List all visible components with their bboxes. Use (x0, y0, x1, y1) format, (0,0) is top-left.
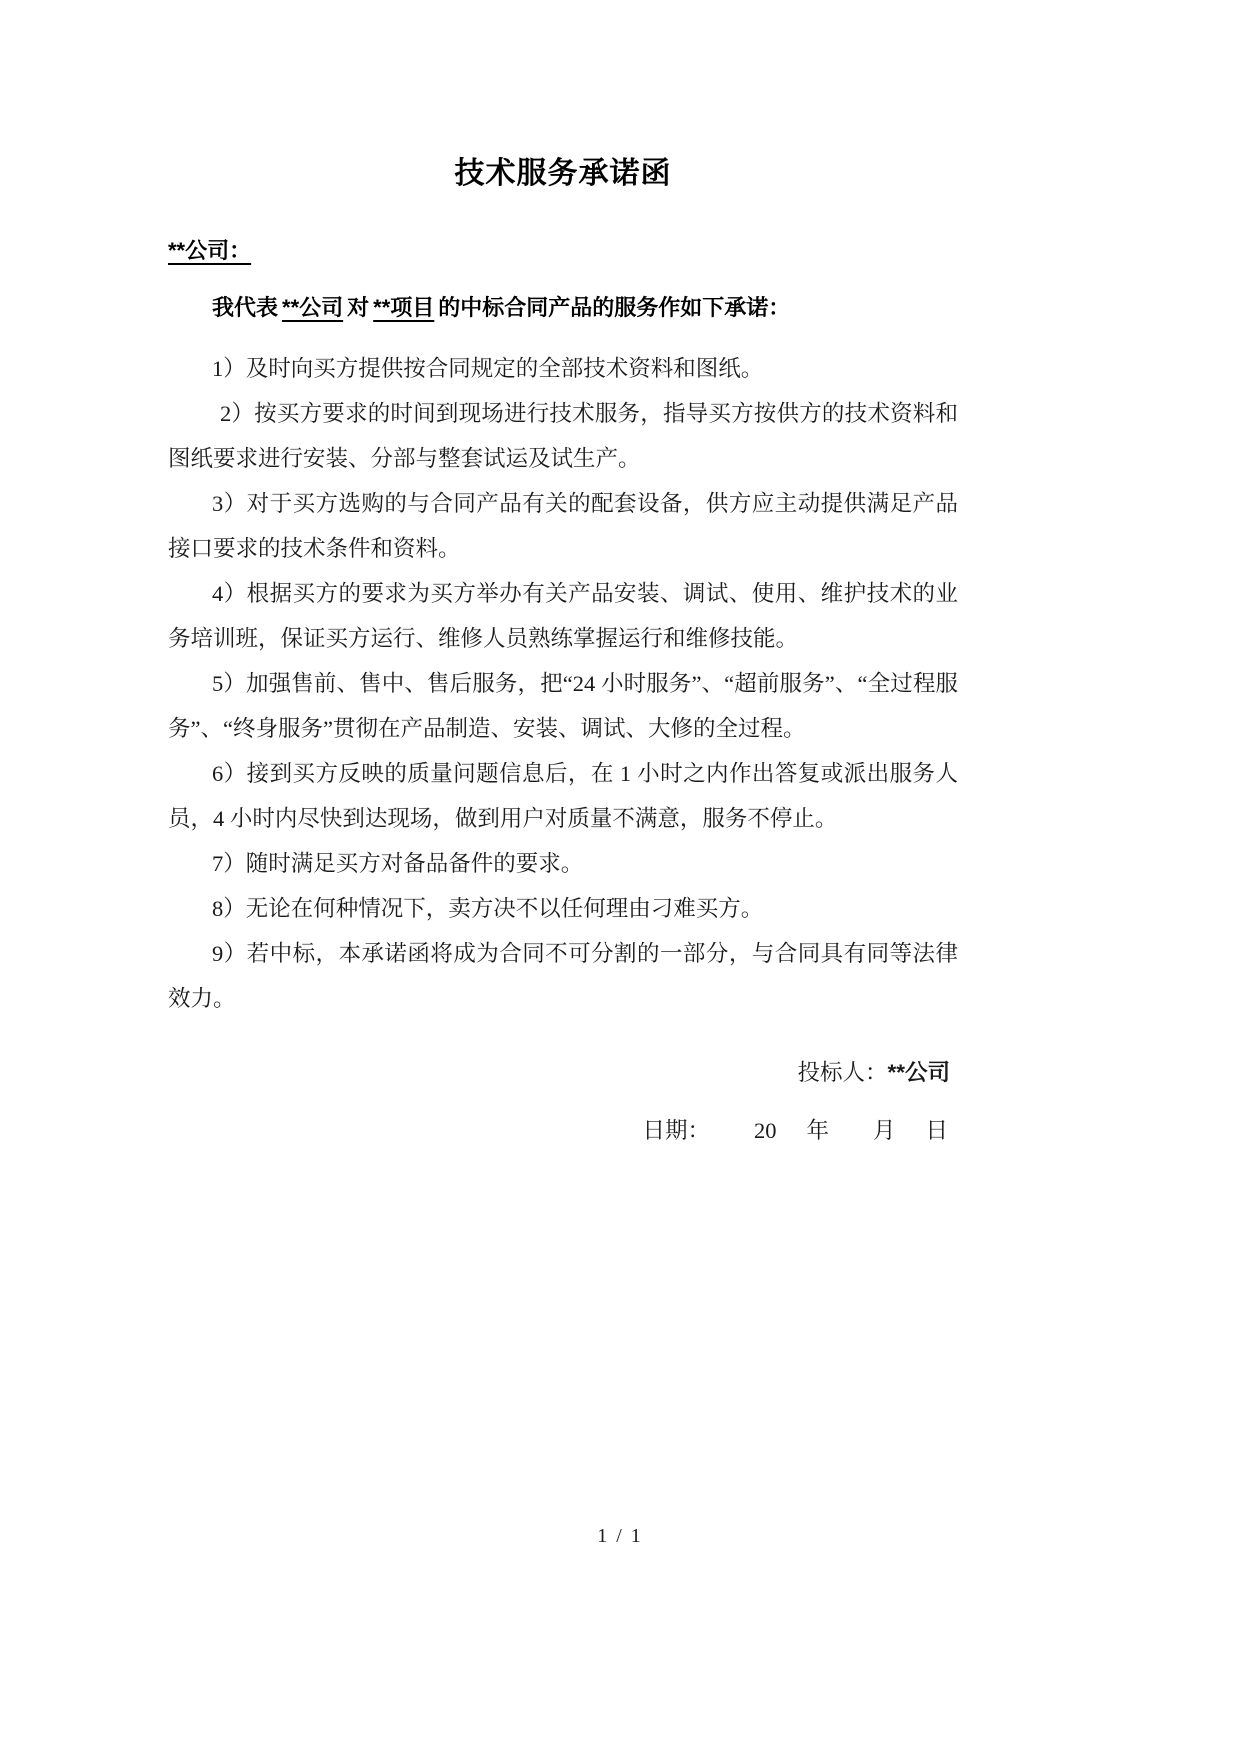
lead-suffix: 的中标合同产品的服务作如下承诺： (438, 295, 791, 320)
page-number-indicator: 1 / 1 (597, 1525, 643, 1547)
date-year-value: 20 (753, 1118, 777, 1143)
clause-2: 2）按买方要求的时间到现场进行技术服务，指导买方按供方的技术资料和图纸要求进行安装、分部与整套试运及试生产。 (168, 401, 958, 471)
date-year-unit: 年 (806, 1118, 829, 1143)
clause-5: 5）加强售前、售中、售后服务，把“24 小时服务”、“超前服务”、“全过程服务”、“终身服务”贯彻在产品制造、安装、调试、大修的全过程。 (168, 671, 958, 741)
signature-label: 投标人： (797, 1060, 888, 1085)
signature-company-name: **公司 (887, 1060, 950, 1085)
clause-9: 9）若中标，本承诺函将成为合同不可分割的一部分，与合同具有同等法律效力。 (168, 941, 958, 1011)
clause-6: 6）接到买方反映的质量问题信息后，在 1 小时之内作出答复或派出服务人员，4 小时内尽快到达现场，做到用户对质量不满意，服务不停止。 (168, 761, 958, 831)
project-blank-field: **项目 (373, 295, 435, 320)
page-footer (0, 1483, 1240, 1753)
date-day-unit: 日 (925, 1118, 948, 1143)
document-body (168, 0, 958, 1145)
signature-line (168, 1055, 958, 1087)
date-label: 日期： (642, 1118, 710, 1143)
addressee-line (168, 234, 958, 265)
date-month-unit: 月 (872, 1118, 896, 1143)
clause-3: 3）对于买方选购的与合同产品有关的配套设备，供方应主动提供满足产品接口要求的技术条件和资料。 (168, 491, 958, 561)
lead-prefix: 我代表 (212, 295, 279, 320)
clause-4: 4）根据买方的要求为买方举办有关产品安装、调试、使用、维护技术的业务培训班，保证买方运行、维修人员熟练掌握运行和维修技能。 (168, 581, 958, 651)
date-line (168, 1113, 958, 1145)
clause-7: 7）随时满足买方对备品备件的要求。 (212, 851, 584, 876)
addressee-text: **公司： (168, 238, 252, 263)
clause-8: 8）无论在何种情况下，卖方决不以任何理由刁难买方。 (212, 896, 764, 921)
clause-1: 1）及时向买方提供按合同规定的全部技术资料和图纸。 (212, 356, 764, 381)
lead-middle: 对 (347, 295, 370, 320)
party-blank-field: **公司 (282, 295, 344, 320)
lead-paragraph (168, 291, 958, 324)
page-title: 技术服务承诺函 (454, 157, 672, 190)
